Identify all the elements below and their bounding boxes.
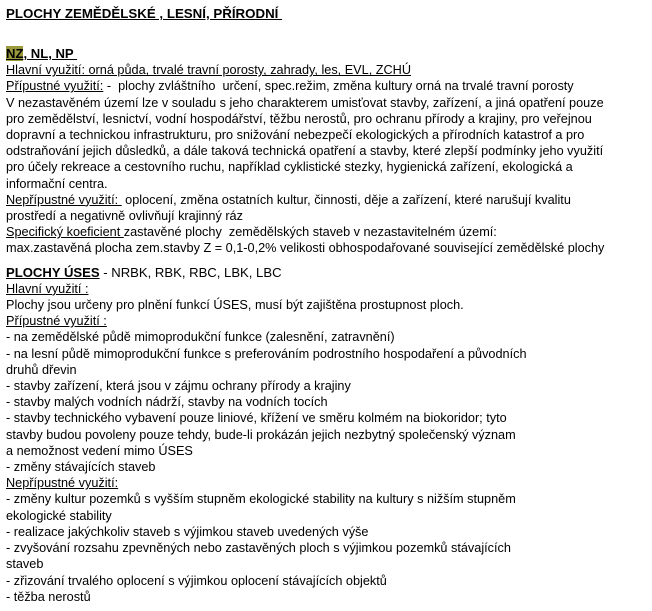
list-item-continuation <box>6 556 646 572</box>
paragraph-line <box>6 95 646 111</box>
list-item <box>6 378 646 394</box>
text-segment: - NRBK, RBK, RBC, LBK, LBC <box>99 264 282 280</box>
text-segment: - plochy zvláštního určení, spec.režim, změna kultury orná na trvalé travní porosty <box>103 79 574 94</box>
paragraph-line <box>6 297 646 313</box>
text-segment: Hlavní využití : <box>6 281 89 296</box>
list-item-continuation <box>6 427 646 443</box>
text-segment: - stavby zařízení, která jsou v zájmu ochrany přírody a krajiny <box>6 379 351 394</box>
section-heading-uses <box>6 265 646 281</box>
text-segment: - na zemědělské půdě mimoprodukční funkce (zalesnění, zatravnění) <box>6 330 395 345</box>
paragraph-line <box>6 111 646 127</box>
text-segment: , NL, NP <box>23 46 78 61</box>
text-segment: - stavby technického vybavení pouze liniové, křížení ve směru kolmém na biokoridor; tyto <box>6 411 507 426</box>
list-item <box>6 573 646 589</box>
text-segment: Nepřípustné využití: <box>6 192 122 207</box>
text-segment: pro zemědělství, lesnictví, vodní hospodářství, těžbu nerostů, pro ochranu přírody a krajiny, pro veřejnou <box>6 111 592 126</box>
text-segment: Nepřípustné využití: <box>6 476 119 491</box>
text-segment: pro účely rekreace a cestovního ruchu, například cyklistické stezky, hygienická zařízení, ekologická a <box>6 160 573 175</box>
text-segment: - těžba nerostů <box>6 589 91 604</box>
list-item <box>6 394 646 410</box>
list-item <box>6 410 646 426</box>
text-segment: - na lesní půdě mimoprodukční funkce s preferováním podrostního hospodaření a původních <box>6 346 527 361</box>
text-segment: staveb <box>6 557 44 572</box>
list-item <box>6 459 646 475</box>
text-segment: - realizace jakýchkoliv staveb s výjimkou staveb uvedených výše <box>6 524 369 539</box>
permitted-use-label <box>6 313 646 329</box>
impermissible-use-line <box>6 192 646 208</box>
text-segment: stavby budou povoleny pouze tehdy, bude-li prokázán jejich nezbytný společenský význam <box>6 427 516 442</box>
list-item-continuation <box>6 443 646 459</box>
paragraph-line <box>6 176 646 192</box>
text-segment: Hlavní využití: orná půda, trvalé travní porosty, zahrady, les, EVL, ZCHÚ <box>6 63 411 78</box>
list-item <box>6 589 646 605</box>
text-segment: prostředí a negativně ovlivňují krajinný ráz <box>6 209 243 224</box>
list-item <box>6 524 646 540</box>
text-segment: ekologické stability <box>6 508 112 523</box>
section-heading-nz-nl-np <box>6 46 646 62</box>
impermissible-use-label <box>6 475 646 491</box>
text-segment: odstraňování jejich důsledků, a dále taková technická opatření a stavby, které zlepší podmínky jeho využití <box>6 144 604 159</box>
paragraph-line <box>6 159 646 175</box>
text-segment: Specifický koeficient <box>6 225 124 240</box>
paragraph-line <box>6 127 646 143</box>
text-segment: Přípustné využití: <box>6 79 104 94</box>
permitted-use-line <box>6 78 646 94</box>
text-segment: PLOCHY ÚSES <box>6 264 100 280</box>
text-segment: max.zastavěná plocha zem.stavby Z = 0,1-0,2% velikosti obhospodařované související zemědělské plochy <box>6 241 605 256</box>
text-segment: - stavby malých vodních nádrží, stavby na vodních tocích <box>6 395 328 410</box>
list-item <box>6 491 646 507</box>
document-title: PLOCHY ZEMĚDĚLSKÉ , LESNÍ, PŘÍRODNÍ <box>6 6 283 21</box>
list-item <box>6 540 646 556</box>
document-body <box>6 46 646 605</box>
list-item <box>6 329 646 345</box>
text-segment: druhů dřevin <box>6 362 77 377</box>
text-segment: - změny stávajících staveb <box>6 460 156 475</box>
text-segment: dopravní a technickou infrastrukturu, pro snižování nebezpečí ekologických a přírodních katastrof a pro <box>6 128 585 143</box>
text-segment: Plochy jsou určeny pro plnění funkcí ÚSES, musí být zajištěna prostupnost ploch. <box>6 298 464 313</box>
paragraph-line <box>6 240 646 256</box>
text-segment: - změny kultur pozemků s vyšším stupněm ekologické stability na kultury s nižším stupněm <box>6 492 516 507</box>
text-segment: V nezastavěném území lze v souladu s jeho charakterem umisťovat stavby, zařízení, a jiná opatření pouze <box>6 95 604 110</box>
paragraph-line <box>6 208 646 224</box>
text-segment: a nemožnost vedení mimo ÚSES <box>6 443 193 458</box>
text-segment: - zřizování trvalého oplocení s výjimkou oplocení stávajících objektů <box>6 573 387 588</box>
text-segment: Přípustné využití : <box>6 314 107 329</box>
text-segment: NZ <box>6 46 24 61</box>
specific-coefficient-line <box>6 224 646 240</box>
list-item-continuation <box>6 508 646 524</box>
list-item-continuation <box>6 362 646 378</box>
text-segment: informační centra. <box>6 176 108 191</box>
paragraph-line <box>6 143 646 159</box>
text-segment: zastavěné plochy zemědělských staveb v nezastavitelném území: <box>123 225 497 240</box>
text-segment: - zvyšování rozsahu zpevněných nebo zastavěných ploch s výjimkou pozemků stávajících <box>6 541 511 556</box>
main-use-line <box>6 62 646 78</box>
text-segment: oplocení, změna ostatních kultur, činnosti, děje a zařízení, které narušují kvalitu <box>121 192 571 207</box>
main-use-label <box>6 281 646 297</box>
list-item <box>6 346 646 362</box>
